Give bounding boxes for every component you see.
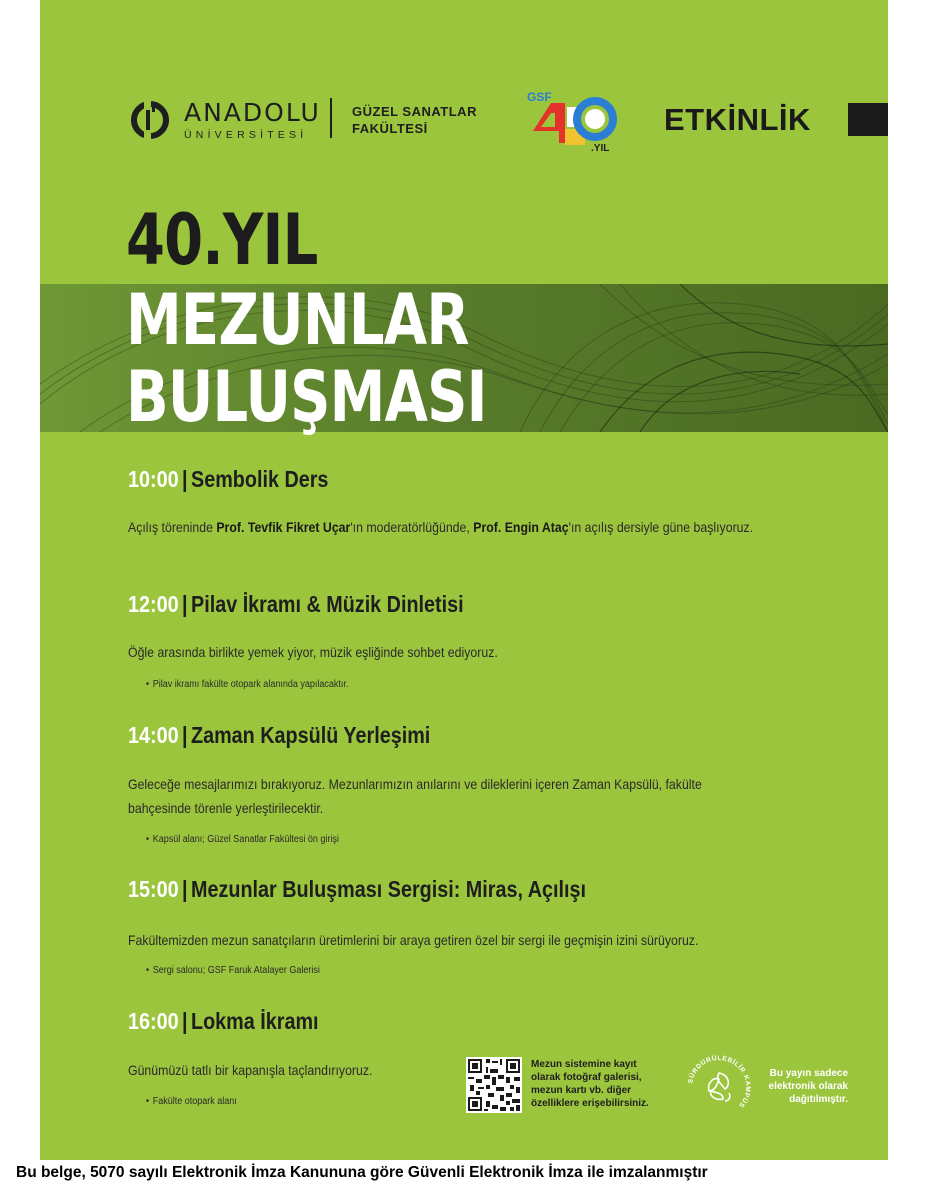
event-note: • Kapsül alanı; Güzel Sanatlar Fakültesi ön girişi (146, 834, 339, 845)
event-title: 12:00 | Pilav İkramı & Müzik Dinletisi (128, 591, 464, 617)
event-time: 10:00 (128, 466, 179, 492)
event-name: Mezunlar Buluşması Sergisi: Miras, Açılışı (191, 876, 587, 902)
event-description: Açılış töreninde Prof. Tevfik Fikret Uçar'ın moderatörlüğünde, Prof. Engin Ataç'ın açılış dersiyle güne başlıyoruz. (128, 519, 754, 535)
qr-description: Mezun sistemine kayıt olarak fotoğraf galerisi, mezun kartı vb. diğer özelliklere erişebilirsiniz. (531, 1059, 649, 1109)
speaker-name: Prof. Engin Ataç (473, 519, 569, 535)
event-name: Lokma İkramı (191, 1008, 319, 1034)
eco-description: Bu yayın sadece elektronik olarak dağıtılmıştır. (768, 1068, 848, 1105)
title-line-3: BULUŞMASI (126, 356, 487, 438)
faculty-line-2: FAKÜLTESİ (352, 121, 428, 136)
header-divider (330, 98, 332, 138)
event-title: 16:00 | Lokma İkramı (128, 1008, 319, 1034)
event-description: Geleceğe mesajlarımızı bırakıyoruz. Mezunlarımızın anılarını ve dileklerini içeren Zaman Kapsülü, fakülte bahçesinde törenle yerleştirilecektir. (128, 776, 702, 816)
event-description: Fakültemizden mezun sanatçıların üretimlerini bir araya getiren özel bir sergi ile geçmişin izini sürüyoruz. (128, 932, 699, 948)
event-note: • Sergi salonu; GSF Faruk Atalayer Galerisi (146, 965, 320, 976)
event-description: Günümüzü tatlı bir kapanışla taçlandırıyoruz. (128, 1062, 373, 1078)
title-line-2: MEZUNLAR (126, 279, 469, 361)
event-name: Zaman Kapsülü Yerleşimi (191, 722, 431, 748)
event-title: 15:00 | Mezunlar Buluşması Sergisi: Miras, Açılışı (128, 876, 587, 902)
event-poster (40, 0, 888, 1160)
event-time: 12:00 (128, 591, 179, 617)
event-title: 14:00 | Zaman Kapsülü Yerleşimi (128, 722, 431, 748)
gsf-suffix: .YIL (591, 143, 610, 154)
category-bar (848, 103, 888, 136)
title-line-1: 40.YIL (126, 199, 318, 281)
event-time: 16:00 (128, 1008, 179, 1034)
event-time: 15:00 (128, 876, 179, 902)
e-signature-notice: Bu belge, 5070 sayılı Elektronik İmza Kanununa göre Güvenli Elektronik İmza ile imzalanmıştır (16, 1164, 708, 1181)
sustainable-campus-icon (685, 1053, 753, 1121)
university-sub: ÜNİVERSİTESİ (184, 129, 308, 141)
eco-ring-text: SÜRDÜRÜLEBİLİR KAMPÜS (687, 1054, 752, 1109)
faculty-line-1: GÜZEL SANATLAR (352, 104, 477, 119)
event-time: 14:00 (128, 722, 179, 748)
qr-code-icon[interactable] (466, 1057, 522, 1113)
event-description: Öğle arasında birlikte yemek yiyor, müzik eşliğinde sohbet ediyoruz. (128, 644, 498, 660)
event-note: • Pilav ikramı fakülte otopark alanında yapılacaktır. (146, 679, 348, 690)
gsf-abbr: GSF (527, 90, 552, 104)
gsf-40-logo-icon (525, 85, 625, 155)
faculty-name (352, 103, 477, 137)
event-title: 10:00 | Sembolik Ders (128, 466, 329, 492)
event-note: • Fakülte otopark alanı (146, 1096, 237, 1107)
event-name: Pilav İkramı & Müzik Dinletisi (191, 591, 464, 617)
anadolu-logo-icon (130, 100, 176, 140)
university-wordmark (184, 100, 321, 141)
university-name: ANADOLU (184, 98, 321, 127)
event-name: Sembolik Ders (191, 466, 329, 492)
moderator-name: Prof. Tevfik Fikret Uçar (216, 519, 351, 535)
category-label: ETKİNLİK (664, 102, 811, 137)
